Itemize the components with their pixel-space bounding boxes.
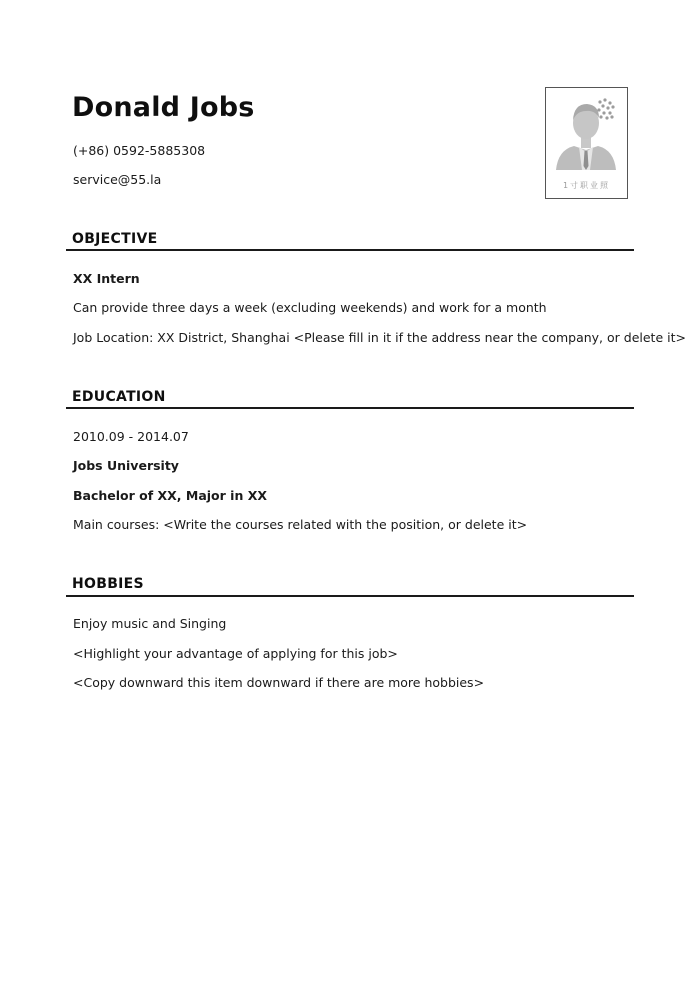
candidate-name: Donald Jobs: [72, 92, 255, 123]
education-courses: Main courses: <Write the courses related with the position, or delete it>: [73, 517, 528, 532]
education-period: 2010.09 - 2014.07: [73, 429, 189, 444]
hobbies-heading: HOBBIES: [72, 576, 144, 592]
hobbies-divider: [66, 595, 634, 597]
hobby-item: Enjoy music and Singing: [73, 616, 227, 631]
education-school: Jobs University: [73, 458, 179, 473]
email-address: service@55.la: [73, 172, 162, 187]
objective-divider: [66, 249, 634, 251]
photo-caption: 1寸职业照: [562, 181, 611, 190]
objective-heading: OBJECTIVE: [72, 231, 158, 247]
hobby-item: <Highlight your advantage of applying for this job>: [73, 646, 398, 661]
education-heading: EDUCATION: [72, 389, 166, 405]
objective-availability: Can provide three days a week (excluding weekends) and work for a month: [73, 300, 547, 315]
objective-position: XX Intern: [73, 271, 140, 286]
hobby-item: <Copy downward this item downward if there are more hobbies>: [73, 675, 485, 690]
profile-photo: [545, 87, 628, 199]
phone-number: (+86) 0592-5885308: [73, 143, 206, 158]
objective-location: Job Location: XX District, Shanghai <Please fill in it if the address near the company, or delete it>: [73, 330, 686, 345]
education-divider: [66, 407, 634, 409]
education-degree: Bachelor of XX, Major in XX: [73, 488, 267, 503]
